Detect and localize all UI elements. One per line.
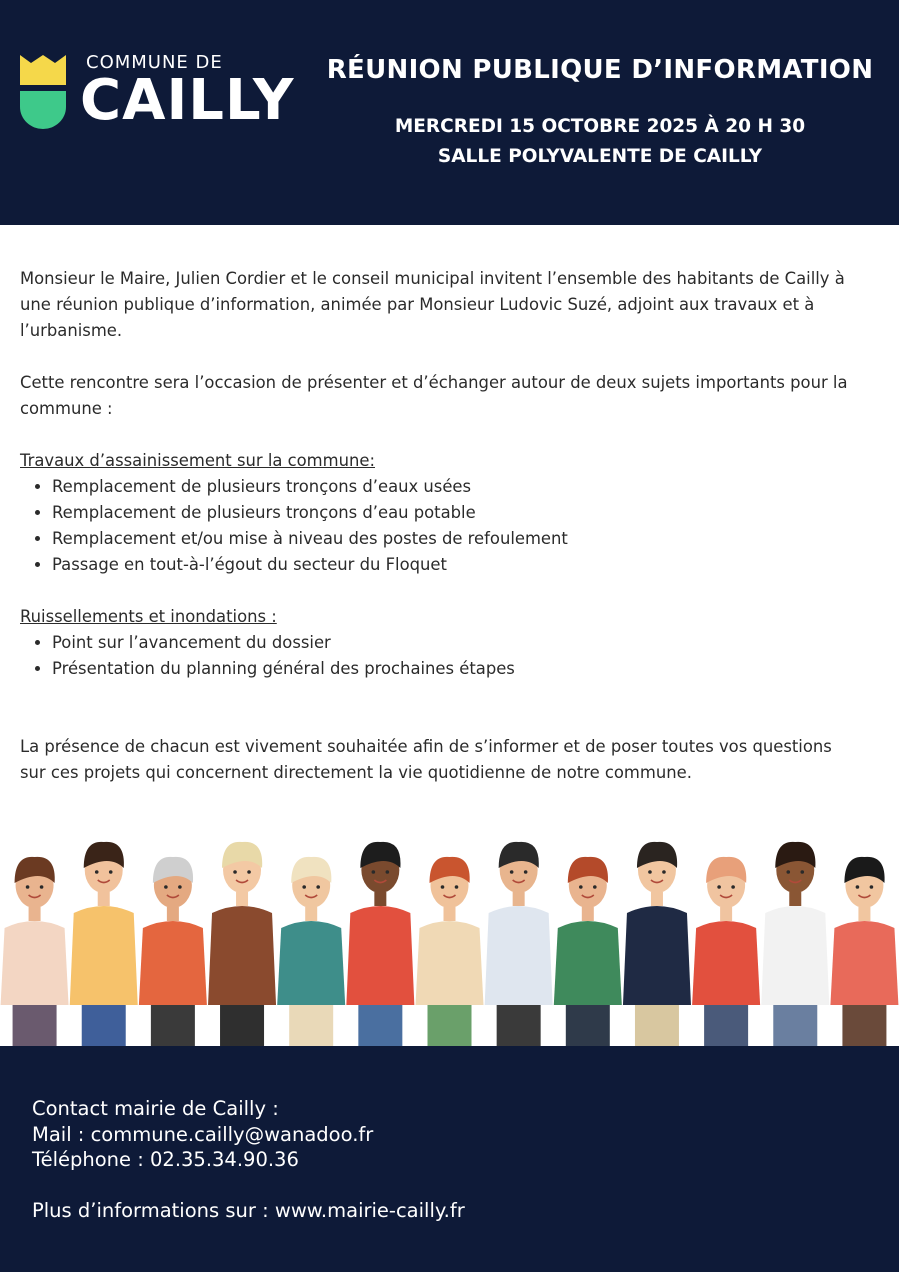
sanitation-list	[20, 474, 850, 578]
person-eye	[372, 870, 376, 874]
person-torso	[485, 906, 553, 1005]
person-neck	[305, 907, 317, 921]
person-torso	[554, 921, 622, 1005]
person-torso	[277, 921, 345, 1005]
list-item: • Passage en tout-à-l’égout du secteur du Floquet	[52, 552, 850, 578]
person-legs	[704, 1000, 748, 1046]
person-legs	[497, 1000, 541, 1046]
list-item: • Remplacement de plusieurs tronçons d’eaux usées	[52, 474, 850, 500]
logo-town-name: CAILLY	[80, 68, 295, 133]
person-legs	[151, 1000, 195, 1046]
people-group-illustration	[0, 815, 899, 1046]
person-eye	[441, 885, 445, 889]
website-info: Plus d’informations sur : www.mairie-cailly.fr	[32, 1198, 465, 1222]
contact-block	[32, 1096, 465, 1223]
person-neck	[167, 907, 179, 921]
person-legs	[289, 1000, 333, 1046]
person-neck	[789, 892, 801, 906]
person-neck	[651, 892, 663, 906]
person-eye	[731, 885, 735, 889]
subjects-intro-paragraph: Cette rencontre sera l’occasion de présenter et d’échanger autour de deux sujets importants pour la commune :	[20, 373, 848, 418]
person-neck	[444, 907, 456, 921]
contact-mail: Mail : commune.cailly@wanadoo.fr	[32, 1122, 374, 1146]
person-legs	[773, 1000, 817, 1046]
contact-heading: Contact mairie de Cailly :	[32, 1097, 279, 1120]
person-torso	[692, 921, 760, 1005]
person-torso	[1, 921, 69, 1005]
list-item: • Remplacement de plusieurs tronçons d’eau potable	[52, 500, 850, 526]
person-torso	[761, 906, 829, 1005]
person-neck	[29, 907, 41, 921]
person-eye	[233, 870, 237, 874]
event-place: SALLE POLYVALENTE DE CAILLY	[437, 146, 763, 167]
contact-phone: Téléphone : 02.35.34.90.36	[32, 1148, 299, 1171]
person-neck	[98, 892, 110, 906]
person-torso	[139, 921, 207, 1005]
section-title-flooding: Ruissellements et inondations :	[20, 607, 277, 626]
person-eye	[579, 885, 583, 889]
person-eye	[164, 885, 168, 889]
person-legs	[13, 1000, 57, 1046]
person-torso	[416, 921, 484, 1005]
person-neck	[858, 907, 870, 921]
person-neck	[374, 892, 386, 906]
list-item: • Point sur l’avancement du dossier	[52, 630, 850, 656]
person-neck	[236, 892, 248, 906]
logo-small-text: COMMUNE DE	[86, 52, 223, 73]
person-eye	[178, 885, 182, 889]
person-neck	[582, 907, 594, 921]
person-legs	[428, 1000, 472, 1046]
main-content	[20, 266, 850, 786]
person-legs	[358, 1000, 402, 1046]
person-torso	[70, 906, 138, 1005]
list-item: • Remplacement et/ou mise à niveau des postes de refoulement	[52, 526, 850, 552]
person-eye	[95, 870, 99, 874]
footer-banner	[0, 1046, 899, 1272]
person-eye	[109, 870, 113, 874]
person-eye	[386, 870, 390, 874]
person-torso	[208, 906, 276, 1005]
header-banner	[0, 0, 899, 225]
person-legs	[635, 1000, 679, 1046]
person-legs	[842, 1000, 886, 1046]
person-torso	[830, 921, 898, 1005]
person-eye	[800, 870, 804, 874]
person-eye	[786, 870, 790, 874]
person-eye	[510, 870, 514, 874]
person-eye	[524, 870, 528, 874]
person-torso	[623, 906, 691, 1005]
person-eye	[593, 885, 597, 889]
person-neck	[513, 892, 525, 906]
person-eye	[662, 870, 666, 874]
person-eye	[648, 870, 652, 874]
person-eye	[302, 885, 306, 889]
person-legs	[566, 1000, 610, 1046]
person-neck	[720, 907, 732, 921]
section-title-sanitation: Travaux d’assainissement sur la commune:	[20, 451, 375, 470]
person-eye	[40, 885, 44, 889]
page-title: RÉUNION PUBLIQUE D’INFORMATION	[326, 55, 874, 85]
event-date: MERCREDI 15 OCTOBRE 2025 À 20 H 30	[394, 116, 806, 137]
person-legs	[82, 1000, 126, 1046]
person-eye	[455, 885, 459, 889]
person-legs	[220, 1000, 264, 1046]
list-item: • Présentation du planning général des prochaines étapes	[52, 656, 850, 682]
person-eye	[316, 885, 320, 889]
intro-paragraph: Monsieur le Maire, Julien Cordier et le conseil municipal invitent l’ensemble des habitants de Cailly à une réunion publique d’information, animée par Monsieur Ludovic Suzé, adjoint aux travaux et à l’urbanisme.	[20, 269, 845, 340]
person-torso	[346, 906, 414, 1005]
commune-logo-icon	[20, 55, 66, 129]
person-eye	[856, 885, 860, 889]
person-eye	[870, 885, 874, 889]
person-eye	[26, 885, 30, 889]
closing-paragraph: La présence de chacun est vivement souhaitée afin de s’informer et de poser toutes vos questions sur ces projets qui concernent directement la vie quotidienne de notre commune.	[20, 737, 832, 782]
flooding-list	[20, 630, 850, 682]
person-eye	[247, 870, 251, 874]
person-eye	[717, 885, 721, 889]
